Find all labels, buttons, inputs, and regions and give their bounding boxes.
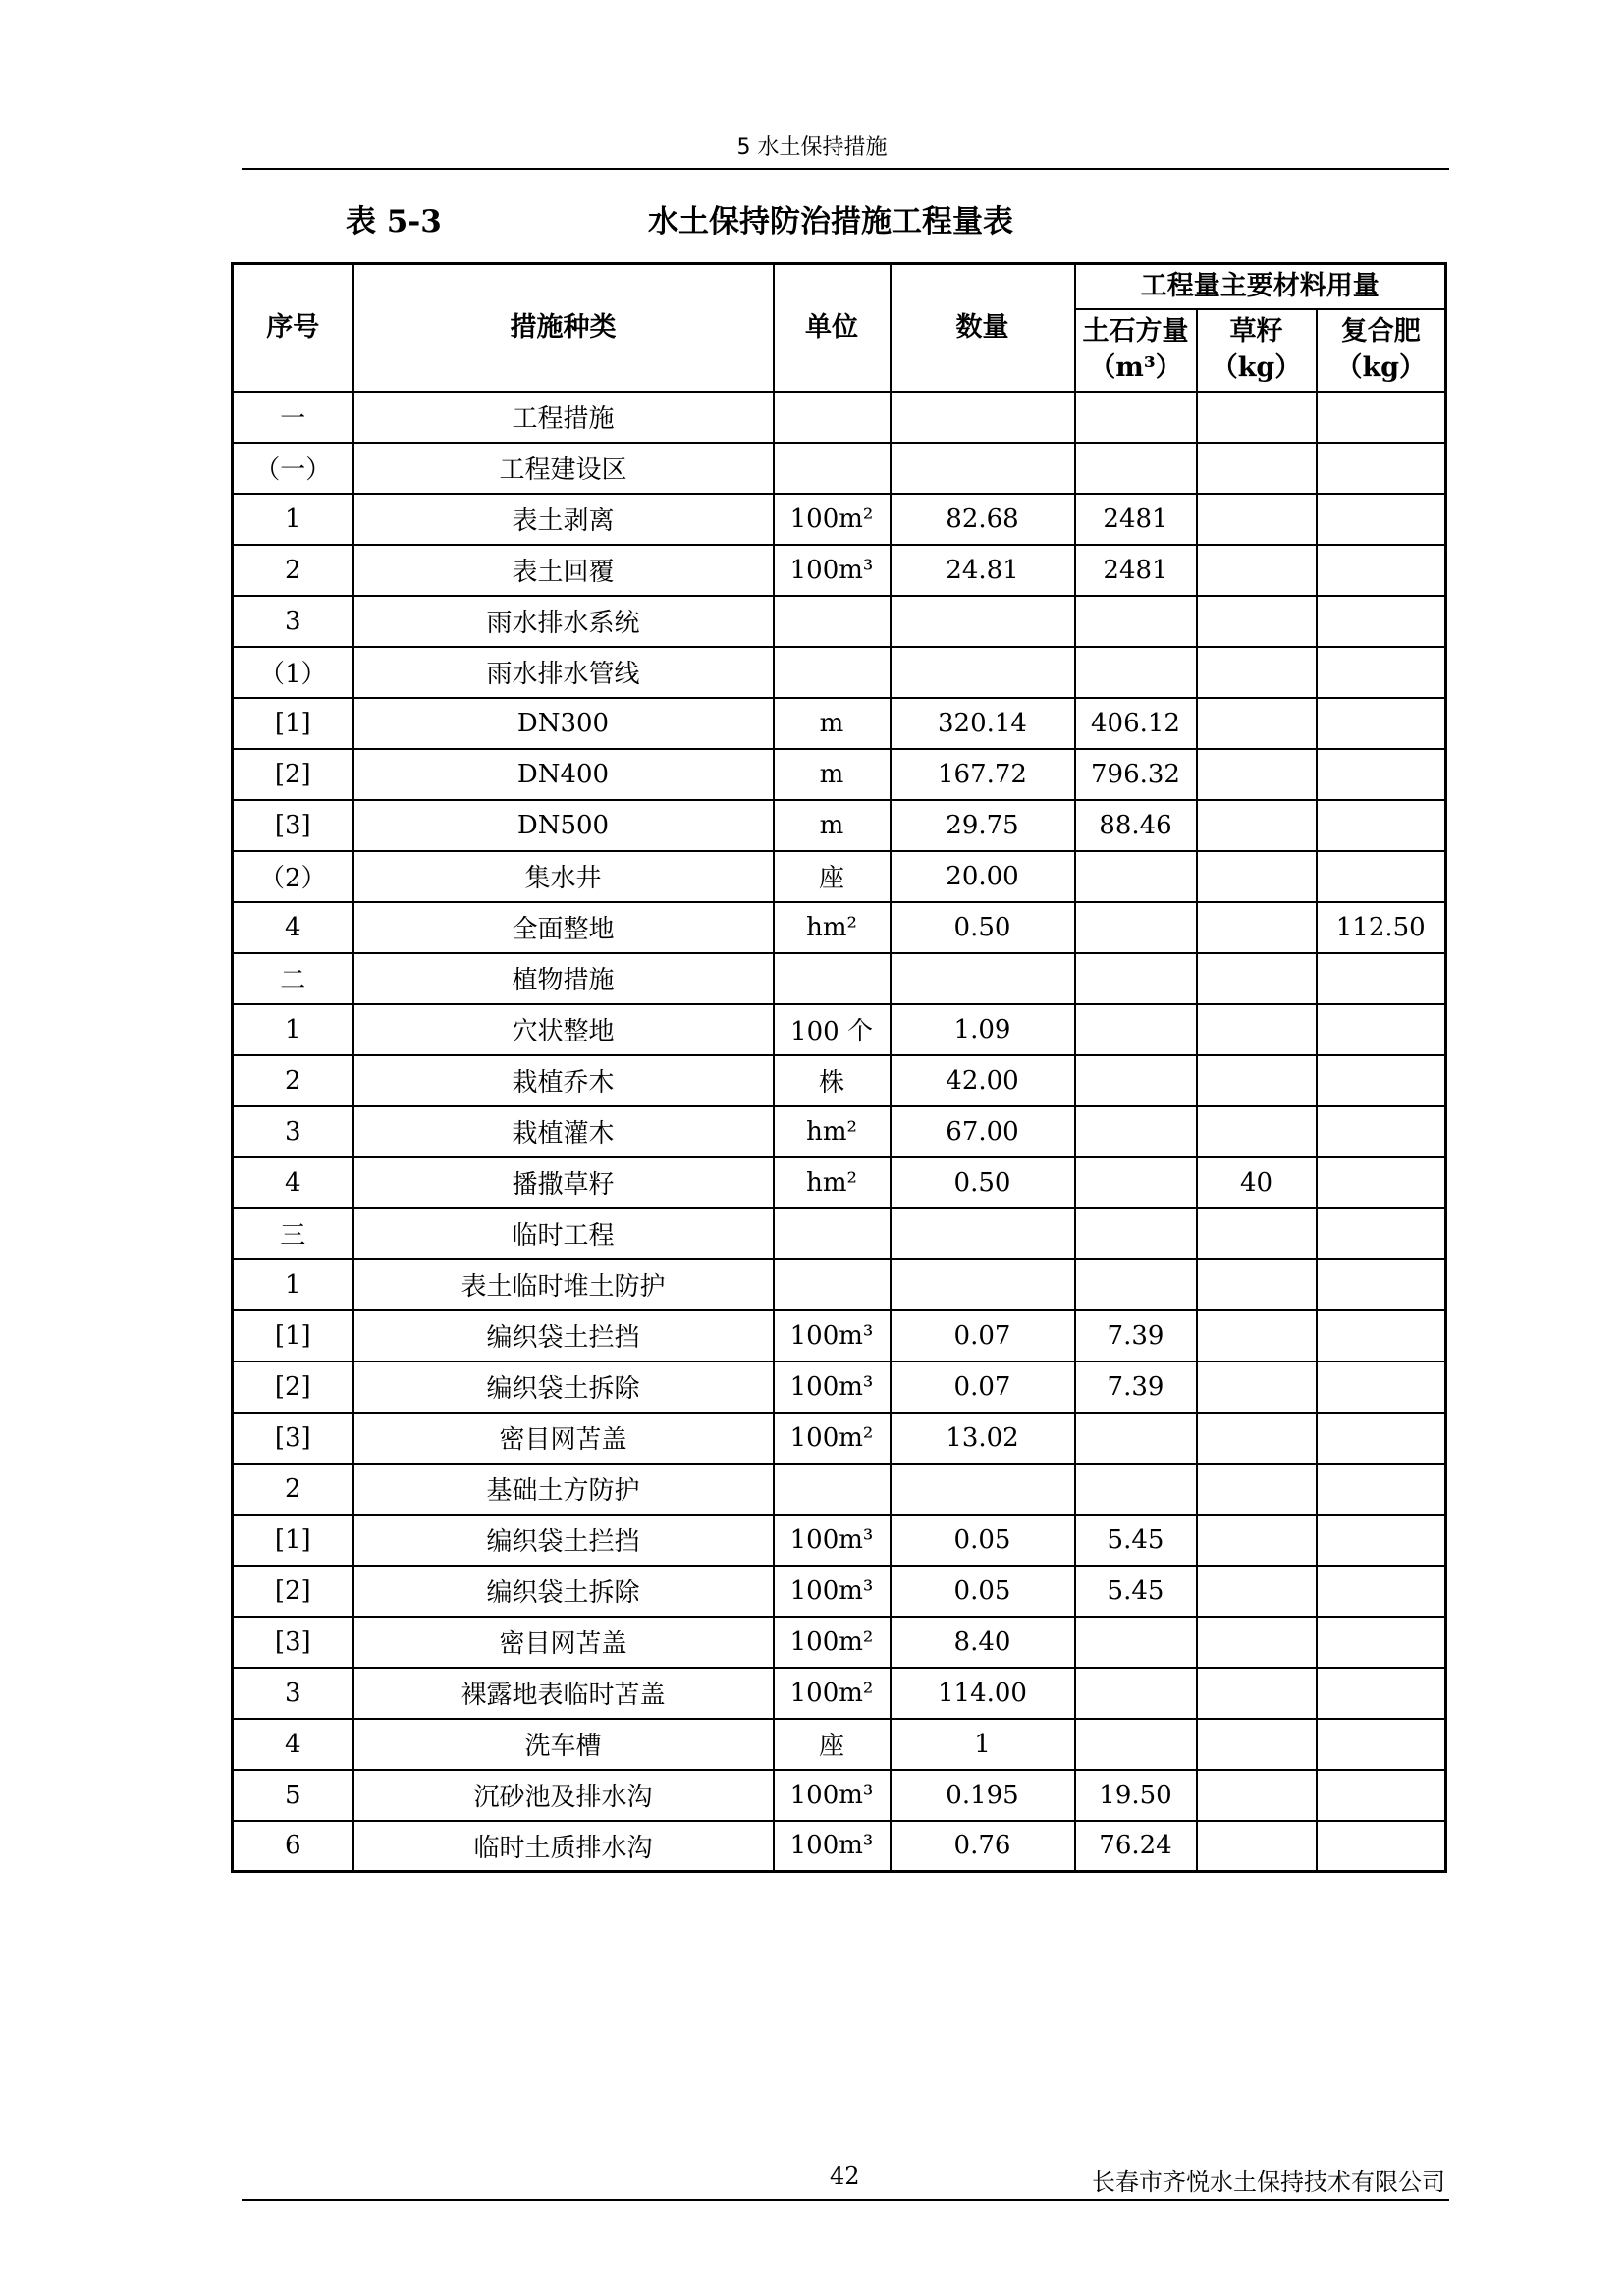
cell-seq: 2 (233, 545, 353, 596)
cell-grass (1197, 1770, 1317, 1821)
cell-unit: 株 (774, 1055, 891, 1106)
table-row (233, 902, 1446, 953)
cell-fertilizer (1317, 392, 1446, 443)
cell-fertilizer (1317, 800, 1446, 851)
cell-quantity: 0.50 (891, 1157, 1075, 1208)
cell-earth (1075, 1106, 1197, 1157)
cell-fertilizer (1317, 1770, 1446, 1821)
cell-type: 密目网苫盖 (353, 1413, 774, 1464)
cell-fertilizer (1317, 1515, 1446, 1566)
cell-type: 临时土质排水沟 (353, 1821, 774, 1872)
cell-quantity: 167.72 (891, 749, 1075, 800)
cell-seq: 2 (233, 1055, 353, 1106)
cell-seq: 1 (233, 494, 353, 545)
cell-earth: 19.50 (1075, 1770, 1197, 1821)
cell-fertilizer (1317, 1464, 1446, 1515)
cell-type: DN400 (353, 749, 774, 800)
cell-earth (1075, 1464, 1197, 1515)
cell-seq: 4 (233, 902, 353, 953)
header-seq: 序号 (233, 264, 353, 392)
cell-grass (1197, 1208, 1317, 1259)
cell-earth: 7.39 (1075, 1310, 1197, 1362)
cell-grass (1197, 1821, 1317, 1872)
cell-earth (1075, 1208, 1197, 1259)
cell-grass (1197, 1566, 1317, 1617)
cell-type: 基础土方防护 (353, 1464, 774, 1515)
cell-seq: 3 (233, 1106, 353, 1157)
cell-grass (1197, 1617, 1317, 1668)
cell-earth: 796.32 (1075, 749, 1197, 800)
cell-fertilizer (1317, 1055, 1446, 1106)
table-row (233, 647, 1446, 698)
cell-seq: [2] (233, 749, 353, 800)
cell-earth (1075, 392, 1197, 443)
cell-quantity: 42.00 (891, 1055, 1075, 1106)
cell-quantity: 20.00 (891, 851, 1075, 902)
cell-grass (1197, 1413, 1317, 1464)
cell-quantity: 320.14 (891, 698, 1075, 749)
cell-unit: 100m³ (774, 1515, 891, 1566)
cell-earth (1075, 902, 1197, 953)
cell-earth (1075, 1157, 1197, 1208)
measures-table (231, 262, 1447, 1873)
cell-earth (1075, 443, 1197, 494)
cell-type: 雨水排水管线 (353, 647, 774, 698)
cell-quantity: 114.00 (891, 1668, 1075, 1719)
cell-unit (774, 596, 891, 647)
cell-seq: [2] (233, 1362, 353, 1413)
cell-seq: [3] (233, 1617, 353, 1668)
cell-quantity (891, 1259, 1075, 1310)
table-row (233, 1566, 1446, 1617)
cell-earth (1075, 1004, 1197, 1055)
cell-earth (1075, 851, 1197, 902)
cell-unit: hm² (774, 1157, 891, 1208)
cell-unit: 100m³ (774, 1770, 891, 1821)
cell-earth (1075, 596, 1197, 647)
cell-quantity (891, 1464, 1075, 1515)
cell-type: 植物措施 (353, 953, 774, 1004)
cell-unit (774, 647, 891, 698)
cell-fertilizer (1317, 1106, 1446, 1157)
table-row (233, 494, 1446, 545)
cell-seq: 一 (233, 392, 353, 443)
table-number: 表 5-3 (346, 204, 442, 240)
cell-earth (1075, 953, 1197, 1004)
cell-unit: 100 个 (774, 1004, 891, 1055)
cell-grass (1197, 749, 1317, 800)
cell-type: 雨水排水系统 (353, 596, 774, 647)
table-row (233, 749, 1446, 800)
cell-earth (1075, 647, 1197, 698)
cell-unit: 座 (774, 1719, 891, 1770)
cell-quantity: 67.00 (891, 1106, 1075, 1157)
header-grass: 草籽（kg） (1197, 309, 1317, 392)
cell-quantity (891, 647, 1075, 698)
cell-seq: [2] (233, 1566, 353, 1617)
cell-seq: [1] (233, 698, 353, 749)
cell-earth (1075, 1259, 1197, 1310)
cell-fertilizer (1317, 1004, 1446, 1055)
cell-seq: 5 (233, 1770, 353, 1821)
cell-type: 工程建设区 (353, 443, 774, 494)
cell-fertilizer (1317, 494, 1446, 545)
cell-fertilizer (1317, 1157, 1446, 1208)
table-row (233, 1310, 1446, 1362)
cell-fertilizer (1317, 1821, 1446, 1872)
cell-type: DN500 (353, 800, 774, 851)
table-row (233, 1055, 1446, 1106)
cell-grass (1197, 1310, 1317, 1362)
table-row (233, 1668, 1446, 1719)
cell-type: 洗车槽 (353, 1719, 774, 1770)
cell-type: 裸露地表临时苫盖 (353, 1668, 774, 1719)
table-row (233, 1413, 1446, 1464)
cell-fertilizer (1317, 1413, 1446, 1464)
cell-unit: 100m³ (774, 1310, 891, 1362)
table-row (233, 1259, 1446, 1310)
cell-grass (1197, 443, 1317, 494)
cell-quantity (891, 596, 1075, 647)
cell-earth (1075, 1617, 1197, 1668)
cell-grass (1197, 596, 1317, 647)
cell-grass (1197, 1055, 1317, 1106)
cell-unit: 座 (774, 851, 891, 902)
cell-seq: 3 (233, 1668, 353, 1719)
cell-type: 表土临时堆土防护 (353, 1259, 774, 1310)
cell-fertilizer (1317, 545, 1446, 596)
cell-quantity: 8.40 (891, 1617, 1075, 1668)
cell-grass (1197, 902, 1317, 953)
cell-seq: 4 (233, 1719, 353, 1770)
cell-unit: 100m² (774, 494, 891, 545)
cell-unit: 100m² (774, 1668, 891, 1719)
table-row (233, 1770, 1446, 1821)
cell-grass (1197, 1464, 1317, 1515)
cell-quantity: 0.195 (891, 1770, 1075, 1821)
cell-grass (1197, 851, 1317, 902)
cell-unit: m (774, 698, 891, 749)
cell-quantity (891, 1208, 1075, 1259)
header-fertilizer: 复合肥（kg） (1317, 309, 1446, 392)
cell-earth: 88.46 (1075, 800, 1197, 851)
cell-fertilizer (1317, 1259, 1446, 1310)
cell-type: 集水井 (353, 851, 774, 902)
table-row (233, 596, 1446, 647)
cell-type: 栽植乔木 (353, 1055, 774, 1106)
cell-quantity (891, 392, 1075, 443)
table-row (233, 392, 1446, 443)
cell-seq: [1] (233, 1310, 353, 1362)
cell-grass: 40 (1197, 1157, 1317, 1208)
table-row (233, 800, 1446, 851)
cell-earth: 76.24 (1075, 1821, 1197, 1872)
cell-quantity: 29.75 (891, 800, 1075, 851)
cell-fertilizer (1317, 1617, 1446, 1668)
cell-fertilizer (1317, 443, 1446, 494)
table-row (233, 1719, 1446, 1770)
cell-unit: 100m³ (774, 545, 891, 596)
cell-quantity: 1 (891, 1719, 1075, 1770)
cell-earth (1075, 1055, 1197, 1106)
table-row (233, 1157, 1446, 1208)
cell-quantity: 0.05 (891, 1515, 1075, 1566)
cell-type: 编织袋土拆除 (353, 1362, 774, 1413)
cell-fertilizer (1317, 749, 1446, 800)
cell-fertilizer (1317, 596, 1446, 647)
cell-type: 编织袋土拦挡 (353, 1515, 774, 1566)
cell-unit: m (774, 800, 891, 851)
cell-fertilizer (1317, 698, 1446, 749)
cell-type: 编织袋土拆除 (353, 1566, 774, 1617)
cell-quantity: 0.76 (891, 1821, 1075, 1872)
cell-fertilizer (1317, 647, 1446, 698)
cell-seq: 二 (233, 953, 353, 1004)
cell-earth: 7.39 (1075, 1362, 1197, 1413)
cell-fertilizer (1317, 1310, 1446, 1362)
table-row (233, 1362, 1446, 1413)
cell-unit: hm² (774, 1106, 891, 1157)
cell-unit: 100m³ (774, 1821, 891, 1872)
cell-seq: 2 (233, 1464, 353, 1515)
header-type: 措施种类 (353, 264, 774, 392)
cell-seq: [3] (233, 1413, 353, 1464)
cell-grass (1197, 1515, 1317, 1566)
cell-seq: （2） (233, 851, 353, 902)
cell-quantity: 13.02 (891, 1413, 1075, 1464)
cell-type: 栽植灌木 (353, 1106, 774, 1157)
table-title: 水土保持防治措施工程量表 (648, 204, 1013, 240)
cell-unit: 100m³ (774, 1362, 891, 1413)
cell-quantity: 82.68 (891, 494, 1075, 545)
cell-unit: hm² (774, 902, 891, 953)
table-row (233, 1515, 1446, 1566)
company-name: 长春市齐悦水土保持技术有限公司 (1092, 2168, 1445, 2196)
cell-seq: 6 (233, 1821, 353, 1872)
cell-seq: 1 (233, 1004, 353, 1055)
cell-grass (1197, 1719, 1317, 1770)
cell-seq: 4 (233, 1157, 353, 1208)
table-row (233, 1464, 1446, 1515)
cell-type: 工程措施 (353, 392, 774, 443)
table-row (233, 443, 1446, 494)
cell-type: DN300 (353, 698, 774, 749)
cell-grass (1197, 1259, 1317, 1310)
cell-unit (774, 443, 891, 494)
cell-grass (1197, 494, 1317, 545)
cell-fertilizer (1317, 1719, 1446, 1770)
cell-seq: 3 (233, 596, 353, 647)
cell-type: 编织袋土拦挡 (353, 1310, 774, 1362)
cell-grass (1197, 545, 1317, 596)
cell-unit: 100m² (774, 1413, 891, 1464)
cell-quantity: 1.09 (891, 1004, 1075, 1055)
cell-seq: （1） (233, 647, 353, 698)
header-divider (242, 168, 1449, 170)
cell-earth: 2481 (1075, 494, 1197, 545)
cell-seq: 1 (233, 1259, 353, 1310)
cell-grass (1197, 1668, 1317, 1719)
cell-fertilizer (1317, 1668, 1446, 1719)
cell-grass (1197, 1004, 1317, 1055)
table-row (233, 1004, 1446, 1055)
cell-quantity: 0.07 (891, 1310, 1075, 1362)
cell-grass (1197, 953, 1317, 1004)
cell-type: 沉砂池及排水沟 (353, 1770, 774, 1821)
cell-earth (1075, 1413, 1197, 1464)
cell-grass (1197, 1362, 1317, 1413)
cell-type: 密目网苫盖 (353, 1617, 774, 1668)
table-row (233, 1617, 1446, 1668)
cell-seq: [1] (233, 1515, 353, 1566)
cell-quantity: 0.50 (891, 902, 1075, 953)
cell-grass (1197, 698, 1317, 749)
table-row (233, 698, 1446, 749)
header-quantity: 数量 (891, 264, 1075, 392)
cell-grass (1197, 392, 1317, 443)
cell-fertilizer (1317, 1208, 1446, 1259)
cell-earth (1075, 1719, 1197, 1770)
cell-earth: 5.45 (1075, 1566, 1197, 1617)
footer-divider (242, 2199, 1449, 2201)
cell-quantity (891, 953, 1075, 1004)
cell-fertilizer (1317, 851, 1446, 902)
cell-earth (1075, 1668, 1197, 1719)
table-row (233, 1106, 1446, 1157)
cell-fertilizer (1317, 1566, 1446, 1617)
cell-type: 表土剥离 (353, 494, 774, 545)
cell-type: 表土回覆 (353, 545, 774, 596)
cell-type: 播撒草籽 (353, 1157, 774, 1208)
cell-grass (1197, 1106, 1317, 1157)
page-header-chapter: 5 水土保持措施 (736, 135, 888, 160)
cell-unit (774, 1208, 891, 1259)
table-row (233, 545, 1446, 596)
cell-unit (774, 953, 891, 1004)
table-row (233, 953, 1446, 1004)
cell-fertilizer (1317, 1362, 1446, 1413)
header-materials-group: 工程量主要材料用量 (1075, 264, 1446, 309)
cell-fertilizer: 112.50 (1317, 902, 1446, 953)
cell-type: 临时工程 (353, 1208, 774, 1259)
cell-earth: 2481 (1075, 545, 1197, 596)
cell-unit: 100m³ (774, 1566, 891, 1617)
cell-quantity: 0.05 (891, 1566, 1075, 1617)
cell-earth: 406.12 (1075, 698, 1197, 749)
cell-quantity (891, 443, 1075, 494)
cell-grass (1197, 647, 1317, 698)
cell-unit: m (774, 749, 891, 800)
cell-seq: （一） (233, 443, 353, 494)
cell-quantity: 24.81 (891, 545, 1075, 596)
cell-seq: [3] (233, 800, 353, 851)
cell-fertilizer (1317, 953, 1446, 1004)
table-row (233, 851, 1446, 902)
table-row (233, 1821, 1446, 1872)
header-unit: 单位 (774, 264, 891, 392)
cell-unit (774, 1464, 891, 1515)
page-number: 42 (830, 2163, 860, 2190)
header-earth: 土石方量（m³） (1075, 309, 1197, 392)
cell-unit (774, 1259, 891, 1310)
cell-type: 全面整地 (353, 902, 774, 953)
cell-quantity: 0.07 (891, 1362, 1075, 1413)
cell-type: 穴状整地 (353, 1004, 774, 1055)
cell-unit (774, 392, 891, 443)
cell-unit: 100m² (774, 1617, 891, 1668)
cell-grass (1197, 800, 1317, 851)
cell-earth: 5.45 (1075, 1515, 1197, 1566)
cell-seq: 三 (233, 1208, 353, 1259)
table-row (233, 1208, 1446, 1259)
